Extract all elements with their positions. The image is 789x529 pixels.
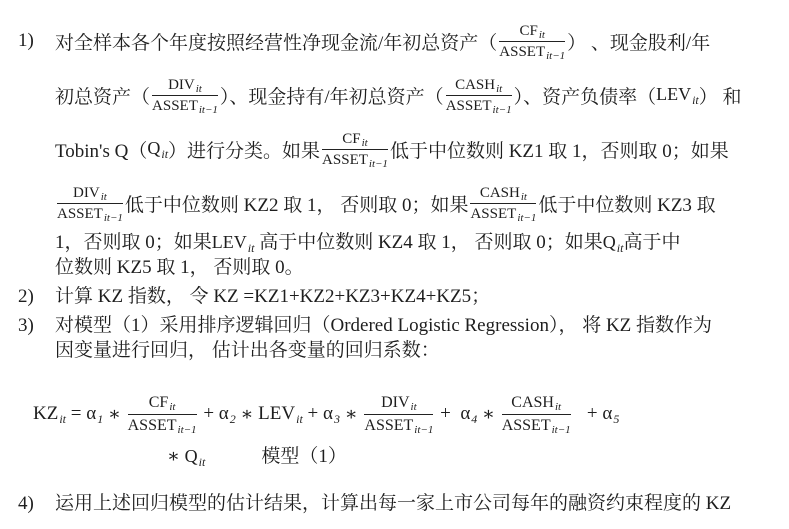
fraction (126, 393, 199, 434)
doc-line (55, 491, 775, 516)
list-number: 1) (18, 30, 34, 51)
list-item (18, 284, 775, 309)
math-subscript: it (198, 455, 206, 469)
fraction-numerator (502, 393, 571, 414)
text-run: = (66, 403, 87, 424)
math-subscript: it (616, 241, 624, 255)
math-var (603, 230, 624, 255)
fraction (150, 76, 220, 115)
list-item (18, 313, 775, 363)
math-subscript: 2 (229, 412, 236, 426)
text-run: + (572, 403, 603, 424)
math-base: Q (602, 232, 616, 252)
math-var (33, 403, 66, 425)
fraction (500, 393, 573, 434)
math-subscript: it (195, 82, 202, 95)
fraction-numerator (364, 393, 433, 414)
math-subscript: it−1 (103, 211, 123, 224)
text-run: 对全样本各个年度按照经营性净现金流/年初总资产（ (55, 32, 498, 54)
math-subscript: 5 (613, 412, 620, 426)
math-subscript: it (410, 401, 417, 414)
text-run: ）、现金持有/年初总资产（ (219, 86, 444, 108)
math-var (460, 403, 477, 425)
math-base: Q (184, 446, 198, 466)
math-base: ASSET (501, 416, 551, 434)
list-item-body (55, 284, 775, 309)
doc-line (55, 68, 775, 122)
fraction (55, 184, 125, 223)
math-subscript: it (59, 412, 66, 426)
text-run: ）、资产负债率（ (513, 86, 657, 108)
math-subscript: it (161, 147, 169, 161)
formula-line-1 (33, 387, 775, 441)
math-base: CASH (511, 394, 554, 412)
math-subscript: it−1 (551, 423, 571, 436)
math-base: DIV (381, 394, 410, 412)
math-subscript: 1 (97, 412, 104, 426)
text-run: 计算 KZ 指数， 令 KZ =KZ1+KZ2+KZ3+KZ4+KZ5； (55, 286, 491, 307)
math-subscript: it (554, 401, 562, 414)
math-base: ASSET (499, 43, 546, 60)
text-run: 对模型（1）采用排序逻辑回归（Ordered Logistic Regression）， 将 KZ 指数作为 (55, 315, 713, 336)
math-var (323, 403, 340, 425)
math-subscript: it−1 (368, 157, 388, 170)
text-run: 高于中位数则 KZ4 取 1， 否则取 0；如果 (254, 232, 603, 253)
text-run: + (198, 403, 219, 424)
math-var (86, 403, 103, 425)
list-item (18, 491, 775, 516)
doc-line (55, 230, 775, 255)
fraction-denominator (499, 42, 565, 61)
math-base: α (218, 403, 229, 424)
fraction (497, 22, 567, 61)
math-subscript: it−1 (177, 423, 197, 436)
document-body (18, 14, 775, 516)
math-base: α (323, 403, 333, 424)
math-base: CASH (479, 184, 520, 201)
math-base: CF (519, 22, 538, 39)
math-base: α (460, 403, 471, 424)
fraction-denominator (322, 150, 388, 169)
list-item-body (55, 491, 775, 516)
fraction-denominator (57, 204, 123, 223)
doc-line (55, 313, 775, 338)
fraction-numerator (446, 76, 512, 96)
math-base: α (602, 403, 613, 424)
fraction-denominator (152, 96, 218, 115)
math-base: ASSET (470, 205, 517, 222)
fraction (468, 184, 538, 223)
math-subscript: it (247, 241, 255, 255)
list-number: 4) (18, 493, 34, 514)
list-item-body (55, 14, 775, 280)
text-run: 1，否则取 0；如果 (55, 232, 212, 253)
list-number: 2) (18, 286, 34, 307)
doc-line (55, 255, 775, 280)
text-run: ）进行分类。如果 (168, 140, 321, 162)
fraction (362, 393, 435, 434)
fraction-numerator (152, 76, 218, 96)
text-run: ∗ (477, 403, 500, 425)
list-number: 3) (18, 315, 34, 336)
text-run: 运用上述回归模型的估计结果，计算出每一家上市公司每年的融资约束程度的 KZ (55, 493, 732, 514)
text-run: ） 、现金股利/年 (567, 32, 711, 54)
math-subscript: it (520, 190, 527, 203)
math-base: ASSET (364, 416, 414, 434)
math-var (258, 403, 303, 425)
math-base: Q (147, 138, 161, 158)
math-subscript: it−1 (492, 103, 512, 116)
math-base: KZ (33, 403, 59, 424)
math-subscript: it (296, 412, 303, 426)
doc-line (55, 176, 775, 230)
math-var (147, 138, 168, 160)
text-run: + (435, 403, 461, 424)
math-base: ASSET (127, 416, 177, 434)
math-subscript: it (100, 190, 107, 203)
text-run: ∗ (103, 403, 126, 425)
math-var (185, 441, 206, 472)
math-var (602, 403, 619, 425)
text-run: 高于中 (623, 232, 681, 253)
math-base: ASSET (57, 205, 103, 222)
text-run: 模型（1） (261, 446, 347, 467)
text-run: ∗ (339, 403, 363, 425)
math-base: LEV (211, 232, 247, 252)
list-item-body (55, 313, 775, 363)
doc-line (55, 284, 775, 309)
text-run: ） 和 (698, 86, 742, 108)
math-base: ASSET (152, 97, 198, 114)
formula-block (33, 387, 775, 471)
fraction-denominator (502, 415, 571, 435)
fraction-denominator (470, 204, 536, 223)
doc-line (55, 122, 775, 176)
math-base: α (86, 403, 97, 424)
doc-line (55, 14, 775, 68)
math-base: DIV (168, 76, 195, 93)
math-subscript: it−1 (546, 49, 566, 62)
text-run: 低于中位数则 KZ2 取 1， 否则取 0；如果 (124, 194, 469, 216)
list-item (18, 14, 775, 280)
fraction (320, 130, 390, 169)
fraction-denominator (128, 415, 197, 435)
math-base: ASSET (445, 97, 492, 114)
math-subscript: it (538, 28, 545, 41)
fraction-denominator (446, 96, 512, 115)
doc-line (55, 338, 775, 363)
text-run: Tobin's Q（ (55, 140, 148, 162)
math-subscript: it (169, 401, 176, 414)
math-base: CF (342, 130, 361, 147)
fraction (444, 76, 514, 115)
fraction-numerator (322, 130, 388, 150)
text-run: 低于中位数则 KZ1 取 1，否则取 0；如果 (389, 140, 729, 162)
formula-line-2 (33, 441, 775, 471)
math-base: ASSET (322, 151, 368, 168)
math-base: LEV (258, 403, 296, 424)
math-var (219, 403, 236, 425)
fraction-numerator (128, 393, 197, 414)
text-run: 位数则 KZ5 取 1， 否则取 0。 (55, 257, 304, 278)
math-base: LEV (656, 84, 692, 104)
text-run: ∗ (167, 446, 185, 467)
math-subscript: 3 (333, 412, 340, 426)
math-base: CF (148, 394, 169, 412)
math-base: DIV (73, 184, 100, 201)
fraction-numerator (499, 22, 565, 42)
math-subscript: it−1 (198, 103, 218, 116)
text-run: ∗ (235, 403, 259, 425)
math-subscript: it (361, 136, 368, 149)
math-var (212, 230, 255, 255)
math-base: CASH (455, 76, 496, 93)
math-subscript: it−1 (517, 211, 537, 224)
fraction-numerator (470, 184, 536, 204)
math-subscript: it (496, 82, 503, 95)
text-run: 低于中位数则 KZ3 取 (538, 194, 716, 216)
math-var (656, 84, 699, 106)
text-run: 初总资产（ (55, 86, 151, 108)
fraction-denominator (364, 415, 433, 435)
fraction-numerator (57, 184, 123, 204)
math-subscript: 4 (471, 412, 478, 426)
math-subscript: it (692, 93, 699, 107)
math-subscript: it−1 (414, 423, 434, 436)
text-run: + (302, 403, 323, 424)
text-run: 因变量进行回归， 估计出各变量的回归系数： (55, 340, 440, 361)
